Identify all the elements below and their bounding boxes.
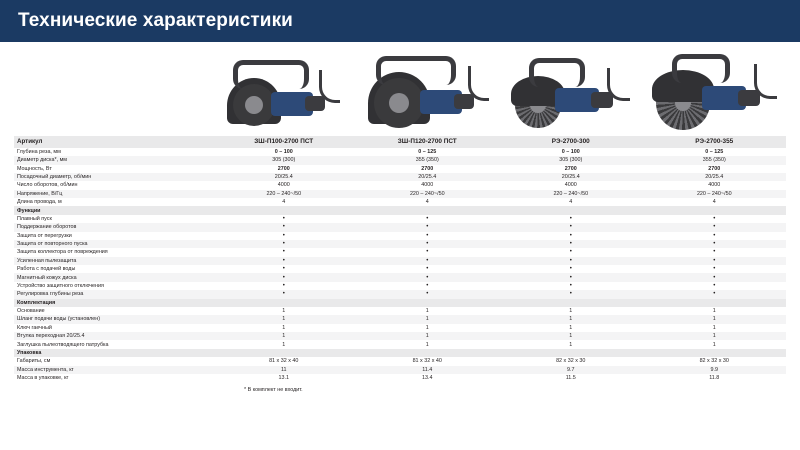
row-value: 1 xyxy=(425,341,429,348)
section-title: Упаковка xyxy=(14,349,212,357)
row-value: 20/25.4 xyxy=(643,173,787,181)
section-spacer xyxy=(212,206,356,214)
row-label: Регулировка глубины реза xyxy=(14,290,212,298)
row-value: 13.4 xyxy=(422,375,433,382)
rear-housing-shape xyxy=(305,96,325,111)
row-value: 2700 xyxy=(708,165,721,172)
row-value: • xyxy=(499,240,643,248)
row-value: • xyxy=(569,266,572,273)
page-header xyxy=(0,0,800,42)
model-header-2: ЗШ-П120-2700 ПСТ xyxy=(356,136,500,148)
specifications-body xyxy=(14,136,786,382)
table-row xyxy=(14,165,786,173)
row-value: • xyxy=(713,232,716,239)
row-label: Работа с подачей воды xyxy=(17,266,76,273)
section-spacer xyxy=(499,206,643,214)
row-value: 220 – 240~/50 xyxy=(643,190,787,198)
row-value: • xyxy=(212,223,356,231)
product-image-2 xyxy=(351,48,496,136)
section-spacer xyxy=(356,299,500,307)
row-label: Ключ гаечный xyxy=(17,324,52,331)
table-row xyxy=(14,290,786,298)
table-footnote: * В комплект не входит. xyxy=(244,387,303,394)
row-value: • xyxy=(643,223,787,231)
section-spacer xyxy=(356,349,500,357)
row-value: 220 – 240~/50 xyxy=(499,190,643,198)
product-images-row xyxy=(14,48,786,136)
table-row xyxy=(14,332,786,340)
row-label: Диаметр диска*, мм xyxy=(14,156,212,164)
row-value: • xyxy=(426,215,429,222)
row-value: 81 х 32 х 40 xyxy=(269,358,299,365)
row-value: • xyxy=(499,273,643,281)
row-label: Посадочный диаметр, об/мин xyxy=(14,173,212,181)
row-value: 9.7 xyxy=(499,366,643,374)
row-label: Основание xyxy=(17,308,45,315)
row-value: 82 х 32 х 30 xyxy=(556,358,586,365)
row-value: • xyxy=(713,215,716,222)
product-image-1 xyxy=(206,48,351,136)
table-row xyxy=(14,240,786,248)
row-value: • xyxy=(282,215,285,222)
row-value: 1 xyxy=(212,332,356,340)
row-value: 1 xyxy=(425,308,429,315)
table-row xyxy=(14,340,786,348)
row-value: 4 xyxy=(569,199,573,206)
row-value: • xyxy=(499,290,643,298)
row-value: • xyxy=(356,240,500,248)
row-value: 1 xyxy=(282,341,286,348)
table-row xyxy=(14,181,786,189)
row-value: • xyxy=(426,282,429,289)
table-row xyxy=(14,265,786,273)
row-value: 2700 xyxy=(564,165,577,172)
row-value: 220 – 240~/50 xyxy=(212,190,356,198)
row-value: 13.1 xyxy=(278,375,289,382)
row-label: Защита коллектора от повреждения xyxy=(17,249,108,256)
specifications-table xyxy=(14,136,786,382)
row-label: Число оборотов, об/мин xyxy=(17,182,78,189)
row-value: • xyxy=(356,257,500,265)
row-label: Шланг подачи воды (установлен) xyxy=(14,315,212,323)
row-value: 1 xyxy=(643,315,787,323)
section-header-row xyxy=(14,349,786,357)
row-value: • xyxy=(713,282,716,289)
row-value: 81 х 32 х 40 xyxy=(412,358,442,365)
row-label: Напряжение, В/Гц xyxy=(14,190,212,198)
row-label: Защита от повторного пуска xyxy=(14,240,212,248)
page-title: Технические характеристики xyxy=(18,10,293,31)
row-value: • xyxy=(212,240,356,248)
row-value: 20/25.4 xyxy=(356,173,500,181)
row-label: Масса инструмента, кг xyxy=(14,366,212,374)
row-value: 1 xyxy=(499,315,643,323)
row-value: 4000 xyxy=(708,182,721,189)
product-image-4 xyxy=(641,48,786,136)
row-value: 1 xyxy=(356,315,500,323)
row-value: • xyxy=(212,273,356,281)
table-row xyxy=(14,248,786,256)
row-value: • xyxy=(282,249,285,256)
cutter-icon xyxy=(644,52,784,136)
row-label: Заглушка пылеотводящего патрубка xyxy=(17,341,109,348)
row-value: • xyxy=(643,273,787,281)
row-value: 4000 xyxy=(564,182,577,189)
row-value: 2700 xyxy=(277,165,290,172)
table-row xyxy=(14,307,786,315)
row-value: • xyxy=(713,249,716,256)
row-label: Масса в упаковке, кг xyxy=(17,375,69,382)
row-value: 355 (350) xyxy=(643,156,787,164)
section-spacer xyxy=(212,299,356,307)
row-value: • xyxy=(356,273,500,281)
row-value: 0 – 125 xyxy=(418,148,437,155)
row-value: • xyxy=(643,290,787,298)
row-value: 11.5 xyxy=(565,375,576,382)
content-area xyxy=(0,48,800,393)
table-row xyxy=(14,223,786,231)
row-value: • xyxy=(356,223,500,231)
section-title: Комплектация xyxy=(14,299,212,307)
table-header-row xyxy=(14,136,786,148)
table-row xyxy=(14,232,786,240)
row-value: 4 xyxy=(712,199,716,206)
top-handle-shape xyxy=(672,54,730,83)
row-label: Защита от перегрузки xyxy=(17,232,72,239)
row-value: 11 xyxy=(212,366,356,374)
row-value: 1 xyxy=(569,308,573,315)
header-article-label: Артикул xyxy=(14,136,212,148)
disc-inner-shape xyxy=(389,93,409,113)
row-label: Глубина реза, мм xyxy=(17,148,61,155)
table-row xyxy=(14,315,786,323)
row-value: • xyxy=(282,266,285,273)
section-spacer xyxy=(499,349,643,357)
row-value: 1 xyxy=(569,324,573,331)
disc-inner-shape xyxy=(245,96,263,114)
row-value: 20/25.4 xyxy=(212,173,356,181)
row-value: • xyxy=(282,232,285,239)
table-row xyxy=(14,366,786,374)
row-label: Магнитный кожух диска xyxy=(14,273,212,281)
row-value: • xyxy=(212,257,356,265)
table-row xyxy=(14,357,786,365)
row-value: • xyxy=(212,290,356,298)
row-value: 1 xyxy=(212,315,356,323)
product-image-3 xyxy=(496,48,641,136)
row-value: 220 – 240~/50 xyxy=(356,190,500,198)
wall-chaser-icon xyxy=(354,52,494,136)
section-spacer xyxy=(212,349,356,357)
row-value: 355 (350) xyxy=(356,156,500,164)
row-value: • xyxy=(356,290,500,298)
row-value: 1 xyxy=(712,341,716,348)
row-value: 4000 xyxy=(421,182,434,189)
row-value: • xyxy=(499,257,643,265)
row-value: 4000 xyxy=(277,182,290,189)
row-value: 1 xyxy=(643,332,787,340)
row-value: • xyxy=(643,257,787,265)
row-value: 1 xyxy=(712,324,716,331)
row-value: • xyxy=(569,232,572,239)
wall-chaser-icon xyxy=(209,52,349,136)
row-value: • xyxy=(713,266,716,273)
table-row xyxy=(14,324,786,332)
row-value: 0 – 125 xyxy=(705,148,724,155)
row-value: 20/25.4 xyxy=(499,173,643,181)
row-value: • xyxy=(426,232,429,239)
row-value: • xyxy=(569,282,572,289)
table-row xyxy=(14,148,786,156)
row-value: 1 xyxy=(569,341,573,348)
row-value: 9.9 xyxy=(643,366,787,374)
row-value: 0 – 100 xyxy=(561,148,580,155)
row-value: 1 xyxy=(499,332,643,340)
section-header-row xyxy=(14,299,786,307)
row-label: Мощность, Вт xyxy=(17,165,52,172)
row-value: 0 – 100 xyxy=(274,148,293,155)
row-value: 4 xyxy=(282,199,286,206)
row-value: 2700 xyxy=(421,165,434,172)
row-label: Поддержание оборотов xyxy=(14,223,212,231)
model-header-4: РЭ-2700-355 xyxy=(643,136,787,148)
table-row xyxy=(14,190,786,198)
row-value: • xyxy=(499,223,643,231)
section-spacer xyxy=(499,299,643,307)
row-value: 305 (300) xyxy=(499,156,643,164)
section-spacer xyxy=(356,206,500,214)
table-row xyxy=(14,173,786,181)
row-value: 1 xyxy=(282,324,286,331)
section-spacer xyxy=(643,349,787,357)
row-value: 4 xyxy=(425,199,429,206)
row-value: • xyxy=(569,215,572,222)
top-handle-shape xyxy=(376,56,456,85)
section-header-row xyxy=(14,206,786,214)
row-label: Усиленная пылезащита xyxy=(14,257,212,265)
model-header-1: ЗШ-П100-2700 ПСТ xyxy=(212,136,356,148)
row-value: • xyxy=(643,240,787,248)
row-label: Длина провода, м xyxy=(17,199,62,206)
images-left-spacer xyxy=(14,48,206,136)
table-row xyxy=(14,156,786,164)
table-row xyxy=(14,215,786,223)
section-spacer xyxy=(643,206,787,214)
row-value: • xyxy=(426,249,429,256)
model-header-3: РЭ-2700-300 xyxy=(499,136,643,148)
row-label: Устройство защитного отключения xyxy=(17,282,104,289)
row-value: 1 xyxy=(356,332,500,340)
section-spacer xyxy=(643,299,787,307)
row-value: 305 (300) xyxy=(212,156,356,164)
table-row xyxy=(14,198,786,206)
rear-housing-shape xyxy=(454,94,474,109)
row-value: 1 xyxy=(425,324,429,331)
row-value: 11.8 xyxy=(709,375,720,382)
row-label: Втулка переходная 20/25.4 xyxy=(14,332,212,340)
cutter-icon xyxy=(499,52,639,136)
row-label: Габариты, см xyxy=(17,358,51,365)
row-value: 11.4 xyxy=(356,366,500,374)
top-handle-shape xyxy=(233,60,309,89)
table-row xyxy=(14,273,786,281)
row-label: Плавный пуск xyxy=(17,215,52,222)
row-value: • xyxy=(426,266,429,273)
row-value: 1 xyxy=(282,308,286,315)
top-handle-shape xyxy=(529,58,585,87)
row-value: 1 xyxy=(712,308,716,315)
row-value: 82 х 32 х 30 xyxy=(699,358,729,365)
section-title: Функции xyxy=(14,206,212,214)
row-value: • xyxy=(569,249,572,256)
row-value: • xyxy=(282,282,285,289)
table-row xyxy=(14,374,786,382)
table-row xyxy=(14,257,786,265)
table-row xyxy=(14,282,786,290)
